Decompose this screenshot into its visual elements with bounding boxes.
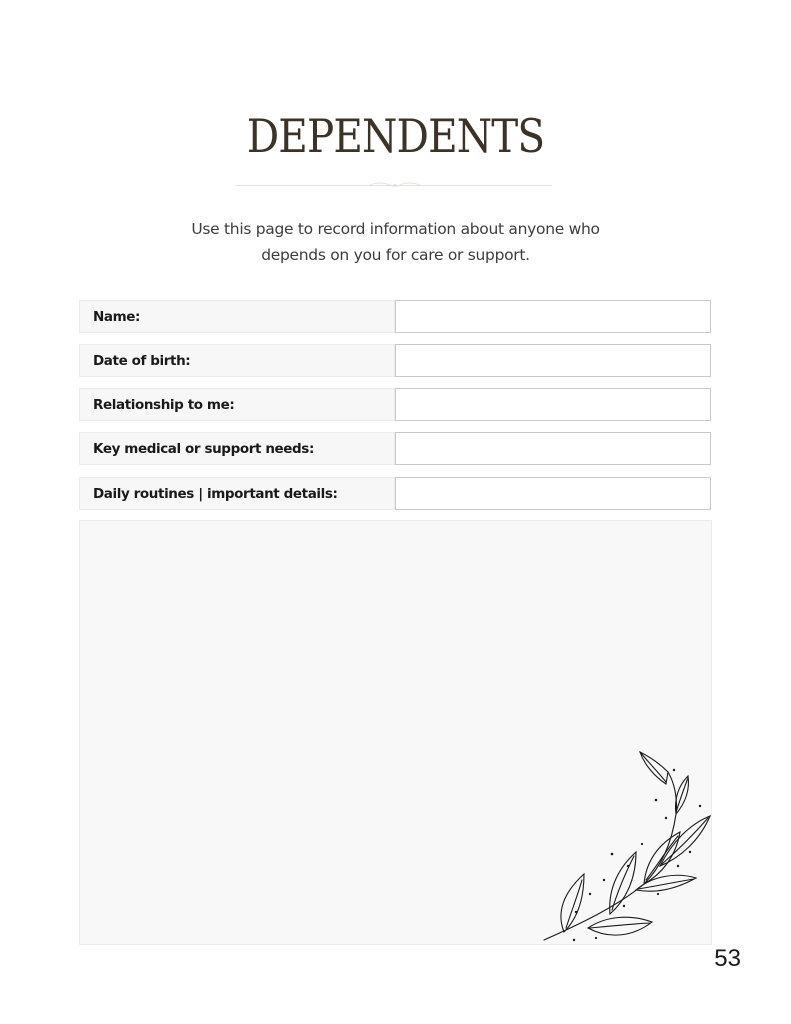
instructions-line-2: depends on you for care or support.	[261, 246, 530, 264]
relationship-field[interactable]	[395, 388, 711, 421]
relationship-label: Relationship to me:	[79, 388, 395, 421]
daily-routines-field[interactable]	[395, 477, 711, 510]
field-row-name	[79, 300, 711, 333]
date-of-birth-field[interactable]	[395, 344, 711, 377]
daily-routines-label: Daily routines | important details:	[79, 477, 395, 510]
leaf-branch-icon	[540, 748, 715, 946]
field-row-medical-needs	[79, 432, 711, 465]
instructions-line-1: Use this page to record information about anyone who	[191, 220, 600, 238]
date-of-birth-label: Date of birth:	[79, 344, 395, 377]
name-label: Name:	[79, 300, 395, 333]
field-row-daily-routines	[79, 477, 711, 510]
medical-needs-field[interactable]	[395, 432, 711, 465]
field-row-date-of-birth	[79, 344, 711, 377]
field-row-relationship	[79, 388, 711, 421]
name-field[interactable]	[395, 300, 711, 333]
ornament-icon	[366, 180, 424, 190]
page-title: DEPENDENTS	[246, 108, 545, 163]
medical-needs-label: Key medical or support needs:	[79, 432, 395, 465]
page-instructions	[0, 216, 791, 268]
page-number: 53	[714, 945, 741, 972]
